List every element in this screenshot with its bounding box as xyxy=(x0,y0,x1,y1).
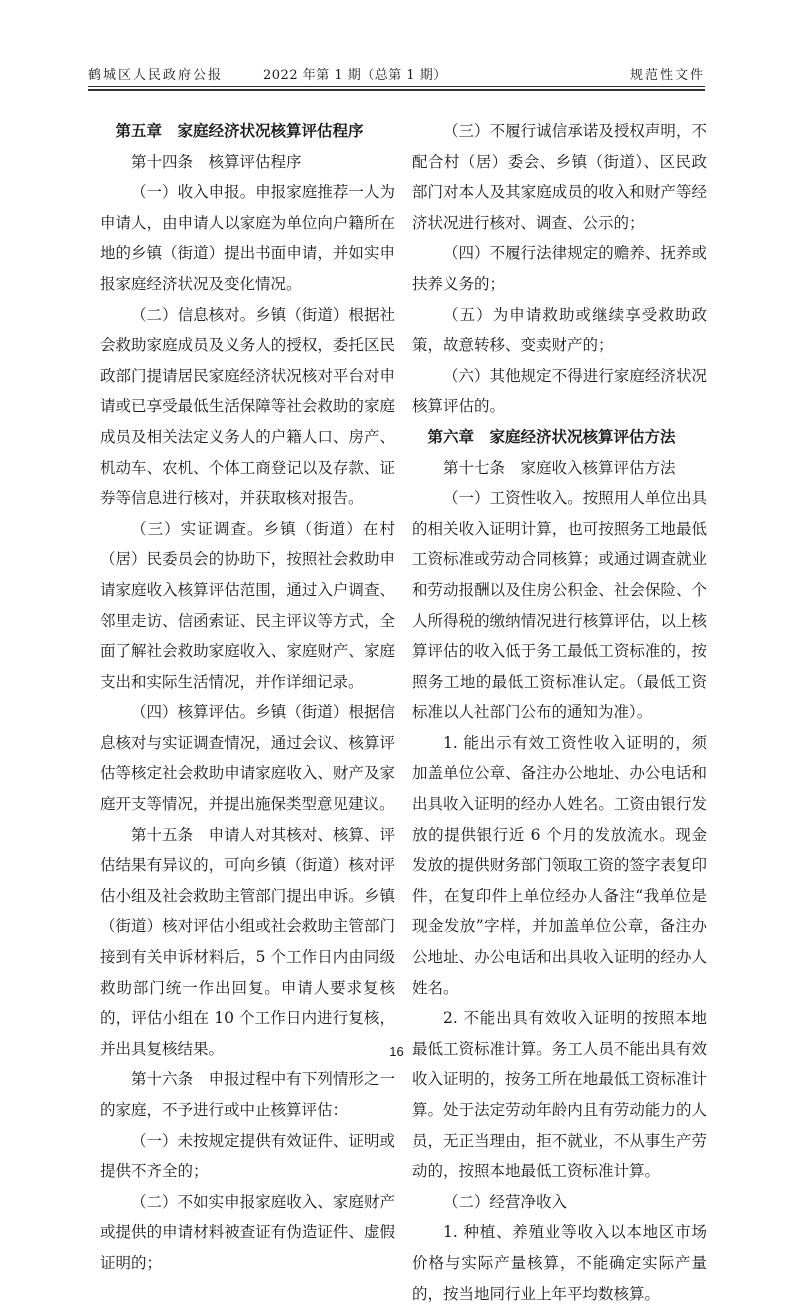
paragraph: （五）为申请救助或继续享受救助政策，故意转移、变卖财产的； xyxy=(412,305,707,355)
paragraph: （二）经营净收入 xyxy=(443,1192,568,1211)
header-issue: 2022 年第 1 期（总第 1 期） xyxy=(263,68,447,83)
paragraph: （四）核算评估。乡镇（街道）根据信息核对与实证调查情况，通过会议、核算评估等核定社会救助申请家庭收入、财产及家庭开支等情况，并提出施保类型意见建议。 xyxy=(100,703,395,814)
paragraph: （一）未按规定提供有效证件、证明或提供不齐全的； xyxy=(100,1131,395,1181)
header-publication: 鹤城区人民政府公报 xyxy=(88,68,224,83)
left-column xyxy=(100,116,395,1279)
header-rule-thin xyxy=(88,86,705,87)
page-number: 16 xyxy=(389,1044,404,1059)
paragraph: （四）不履行法律规定的赡养、抚养或扶养义务的； xyxy=(412,244,707,293)
right-column xyxy=(412,116,707,1309)
header-section: 规范性文件 xyxy=(629,68,705,83)
paragraph: （二）不如实申报家庭收入、家庭财产或提供的申请材料被查证有伪造证件、虚假证明的； xyxy=(100,1192,395,1272)
article-title: 第十四条 核算评估程序 xyxy=(131,152,302,171)
paragraph: （六）其他规定不得进行家庭经济状况核算评估的。 xyxy=(412,366,707,416)
paragraph: （二）信息核对。乡镇（街道）根据社会救助家庭成员及义务人的授权，委托区民政部门提请居民家庭经济状况核对平台对申请或已享受最低生活保障等社会救助的家庭成员及相关法定义务人的户籍人口、房产、机动车、农机、个体工商登记以及存款、证券等信息进行核对，并获取核对报告。 xyxy=(100,305,395,508)
paragraph: 第十五条 申请人对其核对、核算、评估结果有异议的，可向乡镇（街道）核对评估小组及社会救助主管部门提出申诉。乡镇（街道）核对评估小组或社会救助主管部门接到有关申诉材料后，5 个工作日内由同级救助部门统一作出回复。申请人要求复核的，评估小组在 10 个工作日内进行复核，并出具复核结果。 xyxy=(100,825,395,1058)
paragraph: 1. 能出示有效工资性收入证明的，须加盖单位公章、备注办公地址、办公电话和出具收入证明的经办人姓名。工资由银行发放的提供银行近 6 个月的发放流水。现金发放的提供财务部门领取工资的签字表复印件，在复印件上单位经办人备注“我单位是现金发放”字样，并加盖单位公章，备注办公地址、办公电话和出具收入证明的经办人姓名。 xyxy=(412,733,707,997)
paragraph: （一）收入申报。申报家庭推荐一人为申请人，由申请人以家庭为单位向户籍所在地的乡镇（街道）提出书面申请，并如实申报家庭经济状况及变化情况。 xyxy=(100,183,395,293)
running-header xyxy=(88,64,705,84)
chapter-heading: 第五章 家庭经济状况核算评估程序 xyxy=(115,121,364,140)
paragraph: 第十六条 申报过程中有下列情形之一的家庭，不予进行或中止核算评估： xyxy=(100,1070,395,1119)
paragraph: （三）不履行诚信承诺及授权声明，不配合村（居）委会、乡镇（街道）、区民政部门对本人及其家庭成员的收入和财产等经济状况进行核对、调查、公示的； xyxy=(412,122,707,232)
paragraph: 2. 不能出具有效收入证明的按照本地最低工资标准计算。务工人员不能出具有效收入证明的，按务工所在地最低工资标准计算。处于法定劳动年龄内且有劳动能力的人员，无正当理由，拒不就业，不从事生产劳动的，按照本地最低工资标准计算。 xyxy=(412,1009,707,1181)
paragraph: （一）工资性收入。按照用人单位出具的相关收入证明计算，也可按照务工地最低工资标准或劳动合同核算；或通过调查就业和劳动报酬以及住房公积金、社会保险、个人所得税的缴纳情况进行核算评估，以上核算评估的收入低于务工最低工资标准的，按照务工地的最低工资标准认定。（最低工资标准以人社部门公布的通知为准）。 xyxy=(412,489,707,722)
article-title: 第十七条 家庭收入核算评估方法 xyxy=(443,458,676,477)
chapter-heading: 第六章 家庭经济状况核算评估方法 xyxy=(427,426,676,446)
paragraph: 1. 种植、养殖业等收入以本地区市场价格与实际产量核算，不能确定实际产量的，按当地同行业上年平均数核算。 xyxy=(412,1223,707,1303)
header-rule-thick xyxy=(88,89,705,91)
paragraph: （三）实证调查。乡镇（街道）在村（居）民委员会的协助下，按照社会救助申请家庭收入核算评估范围，通过入户调查、邻里走访、信函索证、民主评议等方式，全面了解社会救助家庭收入、家庭财产、家庭支出和实际生活情况，并作详细记录。 xyxy=(100,519,395,691)
